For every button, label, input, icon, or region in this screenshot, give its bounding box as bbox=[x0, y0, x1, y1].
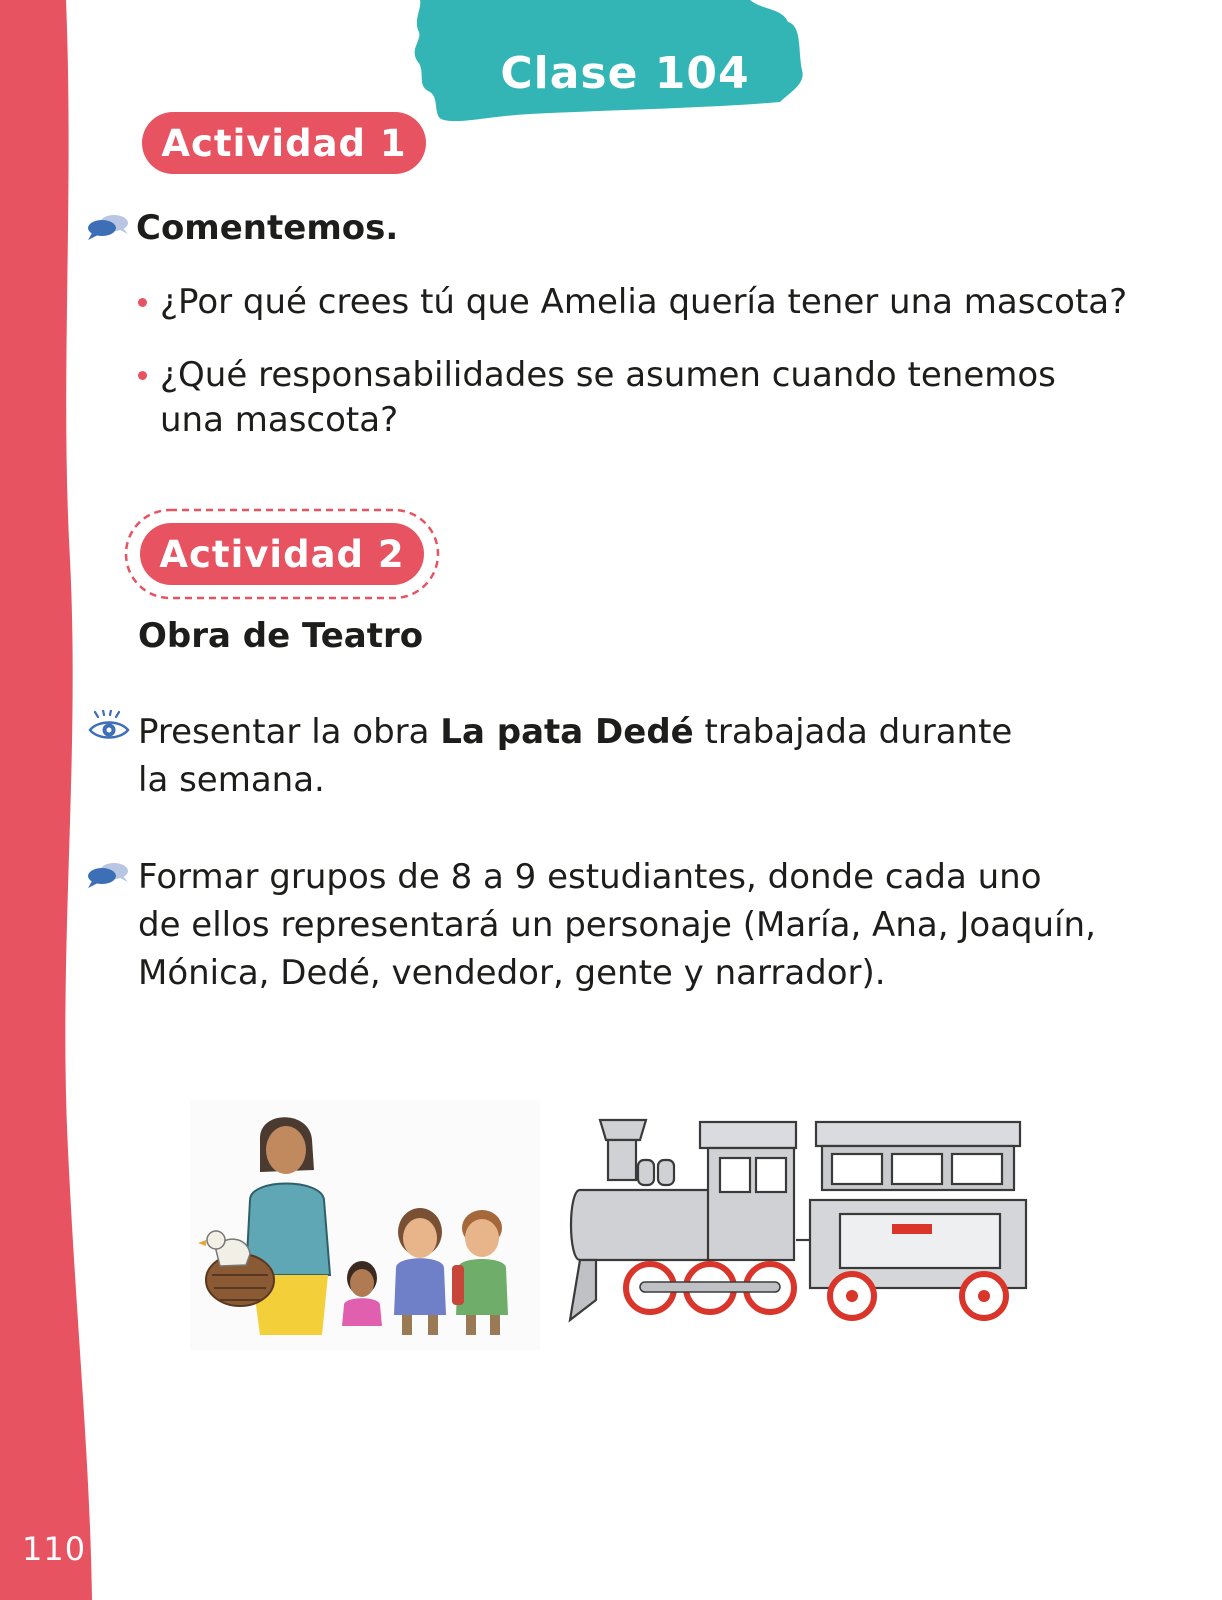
instruction-1-line-1: Presentar la obra La pata Dedé trabajada durante bbox=[138, 712, 1013, 752]
woman-with-duck-and-children-illustration bbox=[190, 1100, 540, 1350]
activity-2-subtitle: Obra de Teatro bbox=[138, 616, 424, 656]
side-band bbox=[0, 0, 100, 1600]
instruction-2-line-1: Formar grupos de 8 a 9 estudiantes, donde cada uno bbox=[138, 857, 1042, 897]
question-2-line-2: una mascota? bbox=[160, 400, 399, 440]
activity-2-badge bbox=[140, 523, 424, 585]
play-title: La pata Dedé bbox=[440, 712, 694, 752]
activity-2-label: Actividad 2 bbox=[159, 532, 405, 576]
speech-bubbles-icon bbox=[86, 212, 130, 242]
page-number: 110 bbox=[22, 1530, 87, 1568]
instruction-2-line-3: Mónica, Dedé, vendedor, gente y narrador). bbox=[138, 953, 886, 993]
instruction-1-line-2: la semana. bbox=[138, 760, 325, 800]
train-locomotive-illustration bbox=[560, 1100, 1040, 1340]
eye-icon bbox=[88, 710, 130, 744]
activity-1-prompt: Comentemos. bbox=[136, 208, 399, 248]
activity-1-badge bbox=[142, 112, 426, 174]
bullet-dot bbox=[138, 298, 147, 307]
question-2-line-1: ¿Qué responsabilidades se asumen cuando tenemos bbox=[160, 355, 1056, 395]
class-title: Clase 104 bbox=[500, 48, 750, 99]
question-1: ¿Por qué crees tú que Amelia quería tener una mascota? bbox=[160, 282, 1128, 322]
bullet-dot bbox=[138, 371, 147, 380]
activity-1-label: Actividad 1 bbox=[161, 121, 407, 165]
speech-bubbles-icon bbox=[86, 860, 130, 890]
instruction-2-line-2: de ellos representará un personaje (María, Ana, Joaquín, bbox=[138, 905, 1096, 945]
